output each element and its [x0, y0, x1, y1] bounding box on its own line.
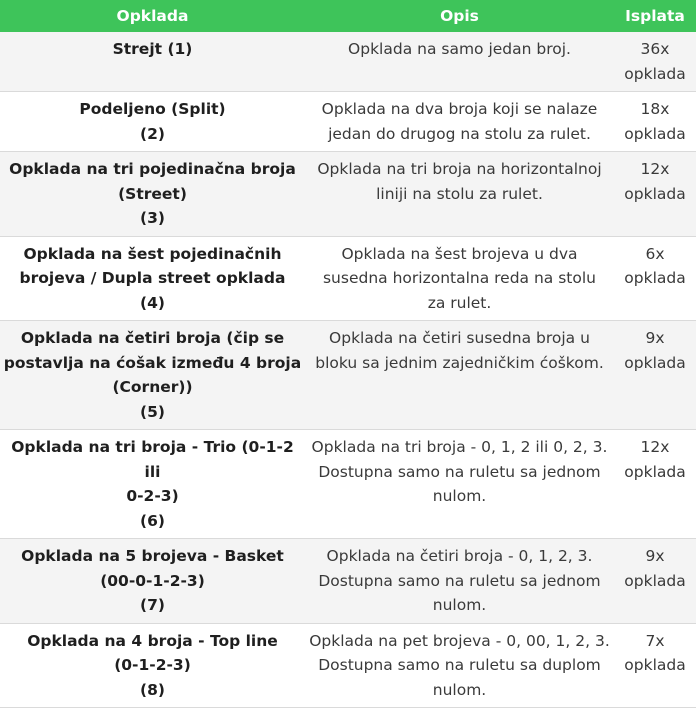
- bet-name-line: 0-2-3): [126, 487, 179, 505]
- bet-description-line: Opklada na dva broja koji se nalaze: [321, 100, 598, 118]
- bet-name-line: Strejt (1): [112, 40, 193, 58]
- bet-description-cell: [305, 152, 614, 237]
- bet-description-line: nulom.: [432, 487, 487, 505]
- bet-name-line: Opklada na 5 brojeva - Basket: [21, 547, 284, 565]
- bet-description-cell: [305, 623, 614, 708]
- bet-name-line: (Street): [118, 184, 187, 203]
- bet-description-cell: [305, 32, 614, 92]
- bet-payout-line: opklada: [624, 184, 686, 203]
- bet-payout-line: 18x: [640, 100, 670, 118]
- bet-name-cell: [0, 321, 305, 430]
- table-row: [0, 430, 696, 539]
- bet-name-line: (7): [140, 596, 165, 614]
- bet-name-line: (3): [140, 209, 165, 227]
- bet-payout-cell: [614, 236, 696, 321]
- bet-description-cell: [305, 92, 614, 152]
- table-row: [0, 152, 696, 237]
- table-row: [0, 539, 696, 624]
- bet-name-line: (00-0-1-2-3): [100, 571, 205, 590]
- bet-description-line: za rulet.: [427, 293, 492, 312]
- bet-description-cell: [305, 236, 614, 321]
- bet-payout-line: opklada: [624, 656, 686, 674]
- bet-name-line: (5): [140, 402, 165, 421]
- table-row: [0, 321, 696, 430]
- bet-payout-cell: [614, 430, 696, 539]
- table-row: [0, 92, 696, 152]
- bet-description-line: Opklada na tri broja na horizontalnoj: [317, 160, 602, 178]
- header-payout: Isplata: [614, 0, 696, 32]
- bet-name-cell: [0, 539, 305, 624]
- bet-name-line: (6): [140, 511, 165, 530]
- bet-description-line: jedan do drugog na stolu za rulet.: [328, 124, 591, 143]
- bet-description-line: Opklada na četiri susedna broja u: [329, 329, 590, 347]
- bet-name-cell: [0, 92, 305, 152]
- bet-description-line: nulom.: [432, 680, 487, 699]
- bet-name-line: Opklada na šest pojedinačnih: [23, 244, 282, 263]
- bet-description-line: Opklada na tri broja - 0, 1, 2 ili 0, 2, 3.: [311, 438, 608, 456]
- header-description: Opis: [305, 0, 614, 32]
- bet-payout-line: 9x: [645, 329, 665, 347]
- bet-name-line: Opklada na 4 broja - Top line: [27, 631, 278, 650]
- bet-description-line: nulom.: [432, 596, 487, 614]
- bet-description-line: Dostupna samo na ruletu sa jednom: [318, 571, 601, 590]
- bet-description-line: Opklada na samo jedan broj.: [348, 40, 571, 58]
- header-row: [0, 0, 696, 32]
- bet-payout-line: opklada: [624, 124, 686, 143]
- bet-name-line: Opklada na četiri broja (čip se: [20, 329, 285, 347]
- bet-name-cell: [0, 32, 305, 92]
- bet-payout-cell: [614, 321, 696, 430]
- bet-payout-line: 12x: [640, 438, 670, 456]
- bet-payout-cell: [614, 32, 696, 92]
- bet-payout-line: 12x: [640, 160, 670, 178]
- bet-name-line: postavlja na ćošak između 4 broja: [3, 353, 302, 372]
- bet-description-line: liniji na stolu za rulet.: [376, 184, 543, 203]
- bet-name-line: brojeva / Dupla street opklada: [19, 269, 286, 287]
- table-body: [0, 32, 696, 708]
- bet-name-line: (8): [140, 680, 165, 699]
- bet-name-line: (2): [140, 124, 165, 143]
- bet-payout-line: opklada: [624, 64, 686, 83]
- bet-name-line: (Corner)): [112, 378, 193, 396]
- table-header: [0, 0, 696, 32]
- bet-name-cell: [0, 236, 305, 321]
- bet-description-line: Opklada na četiri broja - 0, 1, 2, 3.: [326, 547, 593, 565]
- bet-payout-cell: [614, 539, 696, 624]
- bet-name-line: (0-1-2-3): [114, 656, 191, 674]
- bet-payout-line: opklada: [624, 269, 686, 287]
- bet-payout-line: 6x: [645, 244, 665, 263]
- table-row: [0, 623, 696, 708]
- bet-name-cell: [0, 430, 305, 539]
- bet-description-line: Dostupna samo na ruletu sa duplom: [318, 656, 601, 674]
- bet-description-line: Opklada na šest brojeva u dva: [341, 244, 578, 263]
- bet-payout-line: opklada: [624, 571, 686, 590]
- bet-payout-cell: [614, 623, 696, 708]
- bet-name-line: (4): [140, 293, 165, 312]
- bet-name-line: Opklada na tri broja - Trio (0-1-2 ili: [11, 438, 294, 481]
- bet-description-line: susedna horizontalna reda na stolu: [322, 269, 596, 287]
- bet-name-cell: [0, 152, 305, 237]
- bet-description-cell: [305, 430, 614, 539]
- bet-payout-line: opklada: [624, 462, 686, 481]
- bet-name-line: Podeljeno (Split): [79, 100, 226, 118]
- bet-name-line: Opklada na tri pojedinačna broja: [9, 160, 296, 178]
- table-row: [0, 236, 696, 321]
- bet-description-line: bloku sa jednim zajedničkim ćoškom.: [315, 353, 604, 372]
- bet-payout-line: 7x: [645, 631, 665, 650]
- bet-payout-line: opklada: [624, 353, 686, 372]
- bet-name-cell: [0, 623, 305, 708]
- bet-payout-cell: [614, 92, 696, 152]
- bet-payout-cell: [614, 152, 696, 237]
- bet-description-cell: [305, 321, 614, 430]
- bet-description-cell: [305, 539, 614, 624]
- bet-payout-line: 9x: [645, 547, 665, 565]
- header-bet: Opklada: [0, 0, 305, 32]
- bet-payout-line: 36x: [640, 40, 670, 58]
- bet-description-line: Dostupna samo na ruletu sa jednom: [318, 462, 601, 481]
- bet-description-line: Opklada na pet brojeva - 0, 00, 1, 2, 3.: [309, 631, 610, 650]
- table-row: [0, 32, 696, 92]
